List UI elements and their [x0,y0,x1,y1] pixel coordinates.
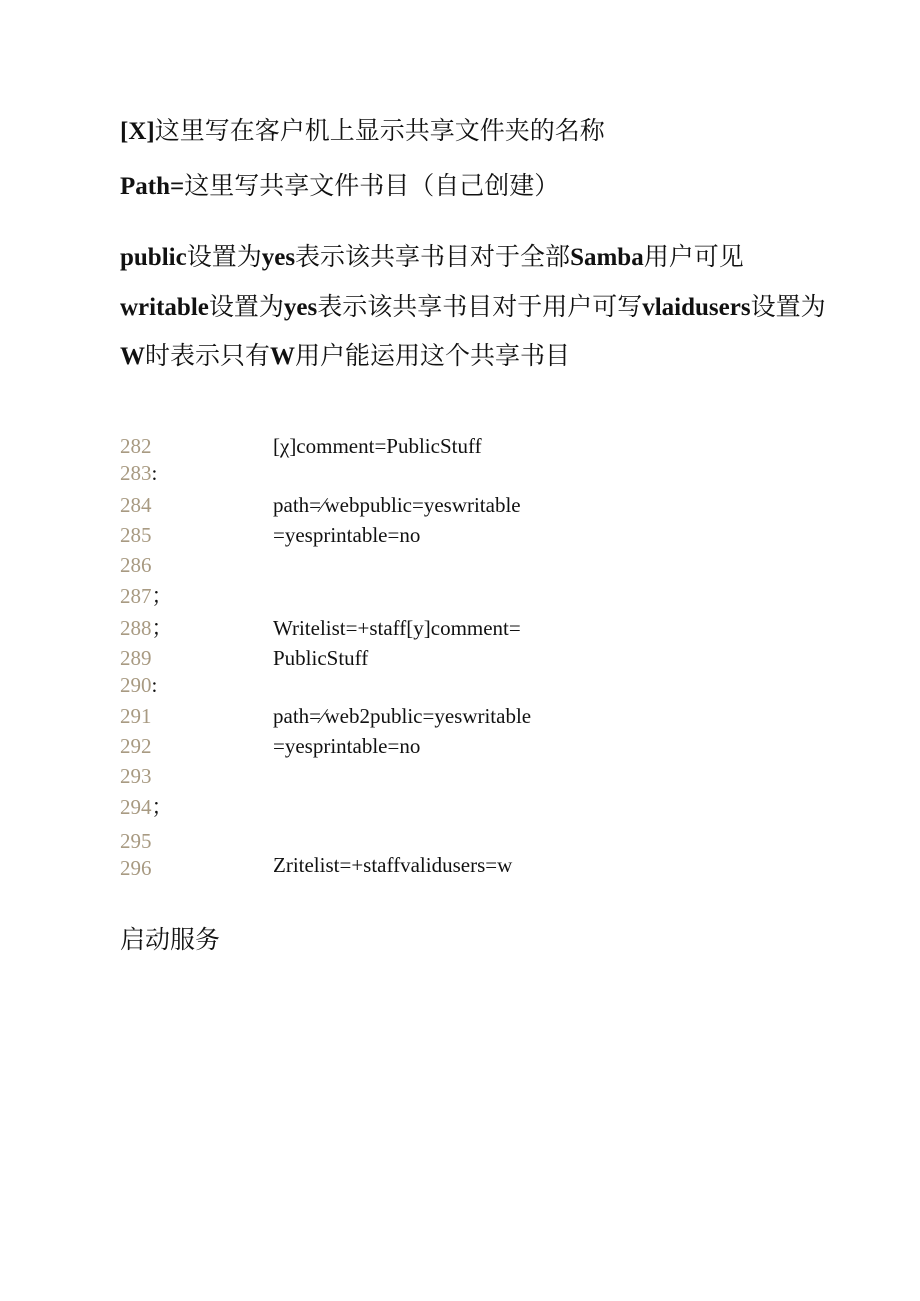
line-number: 287； [120,584,173,608]
code-line [0,762,920,792]
paragraph-public [120,243,744,273]
code-text: path=∕webpublic=yeswritable [273,493,521,517]
code-line [0,551,920,581]
line-number: 295 [120,829,152,853]
code-line [0,459,920,489]
code-line [0,732,920,762]
bold-term: Samba [570,244,644,271]
line-number: 286 [120,553,152,577]
bold-term: W [120,343,145,370]
code-line [0,432,920,462]
code-line [0,614,920,644]
code-text: =yesprintable=no [273,523,421,547]
paragraph-text: 这里写共享文件书目（自己创建） [184,173,560,200]
code-line [0,491,920,521]
line-number: 294； [120,795,173,819]
paragraph-text: 设置为 [186,244,262,271]
paragraph-text: 用户能运用这个共享书目 [295,343,571,370]
code-line [0,793,920,823]
paragraph-path [120,172,559,202]
paragraph-text: 时表示只有 [145,343,271,370]
code-text: Writelist=+staff[y]comment= [273,616,521,640]
line-number: 288； [120,616,173,640]
bold-term: [X] [120,118,155,145]
code-line [0,851,920,881]
paragraph-text: 表示该共享书目对于全部 [295,244,571,271]
code-text: [χ]comment=PublicStuff [273,434,482,458]
paragraph-text: 设置为 [750,294,826,321]
bold-term: Path= [120,173,185,200]
line-number: 296 [120,856,152,880]
paragraph-text: 用户可见 [643,244,744,271]
paragraph-share-name [120,117,605,147]
bold-term: vlaidusers [642,294,751,321]
bold-term: yes [283,294,318,321]
code-text: Zritelist=+staffvalidusers=w [273,853,513,877]
paragraph-text: 表示该共享书目对于用户可写 [317,294,643,321]
paragraph-text: 设置为 [208,294,284,321]
line-number: 293 [120,764,152,788]
bold-term: writable [120,294,209,321]
line-number: 284 [120,493,152,517]
paragraph-validusers [120,342,570,372]
code-text: PublicStuff [273,646,369,670]
bold-term: yes [261,244,296,271]
paragraph-writable [120,293,826,323]
start-service-text: 启动服务 [120,927,221,954]
bold-term: W [270,343,296,370]
code-text: path=∕web2public=yeswritable [273,704,532,728]
code-text: =yesprintable=no [273,734,421,758]
bold-term: public [120,244,187,271]
code-line [0,644,920,674]
code-line [0,582,920,612]
code-line [0,521,920,551]
line-number: 290: [120,673,158,697]
line-number: 283: [120,461,158,485]
line-number: 289 [120,646,152,670]
line-number: 292 [120,734,152,758]
line-number: 291 [120,704,152,728]
paragraph-text: 这里写在客户机上显示共享文件夹的名称 [154,118,605,145]
line-number: 282 [120,434,152,458]
code-line [0,702,920,732]
code-line [0,671,920,701]
line-number: 285 [120,523,152,547]
